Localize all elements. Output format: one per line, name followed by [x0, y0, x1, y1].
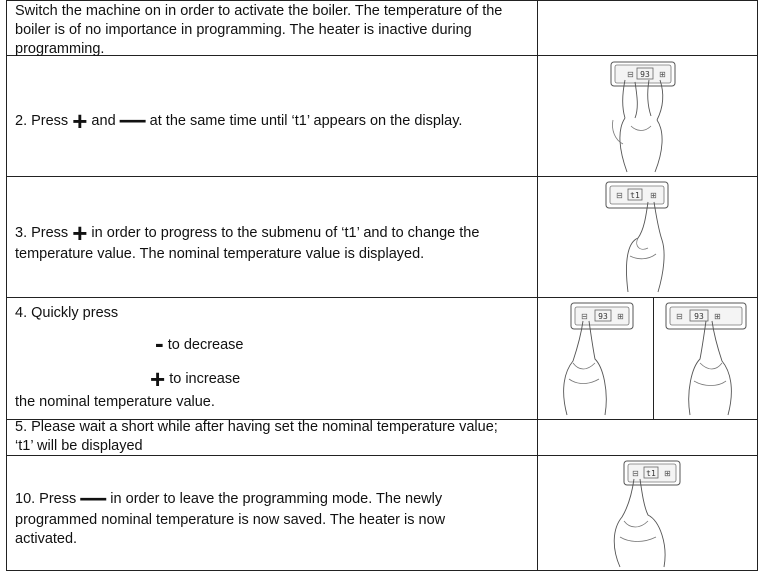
plus-symbol: +	[72, 106, 88, 136]
row4-right-hand-illustration	[664, 301, 750, 417]
row1-text	[15, 2, 502, 59]
row3-text	[15, 218, 480, 264]
row4-right-display-value: 93	[694, 312, 704, 321]
row4-image-divider	[653, 297, 654, 419]
plus-symbol: +	[72, 218, 88, 248]
row-divider-2	[6, 176, 758, 177]
row6-line2: programmed nominal temperature is now saved. The heater is now	[15, 512, 446, 528]
svg-text:⊟: ⊟	[581, 312, 588, 321]
row2-mid: and	[87, 113, 120, 129]
svg-text:⊞: ⊞	[659, 70, 666, 79]
row6-display-value: t1	[646, 469, 656, 478]
svg-text:⊟: ⊟	[616, 191, 623, 200]
row2-hand-illustration	[605, 60, 680, 174]
row6-line3: activated.	[15, 531, 78, 547]
row3-line2: temperature value. The nominal temperature value is displayed.	[15, 246, 425, 262]
row1-line1: Switch the machine on in order to activate the boiler. The temperature of the	[15, 3, 503, 19]
row4-increase	[150, 364, 241, 394]
svg-text:⊟: ⊟	[676, 312, 683, 321]
svg-text:⊟: ⊟	[632, 469, 639, 478]
table-bottom-border	[6, 570, 758, 571]
row4-left-display-value: 93	[598, 312, 608, 321]
row5-line1: 5. Please wait a short while after having set the nominal temperature value;	[15, 419, 498, 435]
row3-post: in order to progress to the submenu of ‘t1’ and to change the	[87, 225, 480, 241]
row3-display-value: t1	[630, 191, 640, 200]
minus-symbol: —	[80, 482, 107, 512]
table-column-divider	[537, 0, 538, 571]
row4-increase-label: to increase	[165, 371, 241, 387]
minus-symbol: —	[119, 104, 146, 134]
row3-hand-illustration	[604, 180, 674, 294]
svg-text:⊟: ⊟	[627, 70, 634, 79]
row6-hand-illustration	[608, 459, 682, 569]
row4-line4: the nominal temperature value.	[15, 394, 215, 410]
row6-pre: 10. Press	[15, 491, 81, 507]
svg-text:⊞: ⊞	[664, 469, 671, 478]
row2-pre: 2. Press	[15, 113, 73, 129]
svg-text:⊞: ⊞	[714, 312, 721, 321]
row4-left-hand-illustration	[555, 301, 635, 417]
row-divider-3	[6, 297, 758, 298]
row1-line2: boiler is of no importance in programming. The heater is inactive during	[15, 22, 472, 38]
row5-line2: ‘t1’ will be displayed	[15, 438, 143, 454]
minus-symbol: -	[155, 328, 164, 358]
row4-decrease-label: to decrease	[163, 337, 244, 353]
plus-symbol: +	[150, 364, 166, 394]
row4-line1: 4. Quickly press	[15, 305, 119, 321]
row5-text	[15, 418, 498, 456]
table-top-border	[6, 0, 758, 1]
table-left-border	[6, 0, 7, 571]
row2-post: at the same time until ‘t1’ appears on the display.	[145, 113, 463, 129]
row6-post: in order to leave the programming mode. The newly	[106, 491, 443, 507]
svg-text:⊞: ⊞	[650, 191, 657, 200]
svg-text:⊞: ⊞	[617, 312, 624, 321]
row1-line3: programming.	[15, 41, 105, 57]
row3-pre: 3. Press	[15, 225, 73, 241]
row6-text	[15, 482, 446, 549]
table-right-border	[757, 0, 758, 571]
row4-decrease	[155, 328, 244, 358]
row2-display-value: 93	[640, 70, 650, 79]
row2-text	[15, 104, 463, 136]
